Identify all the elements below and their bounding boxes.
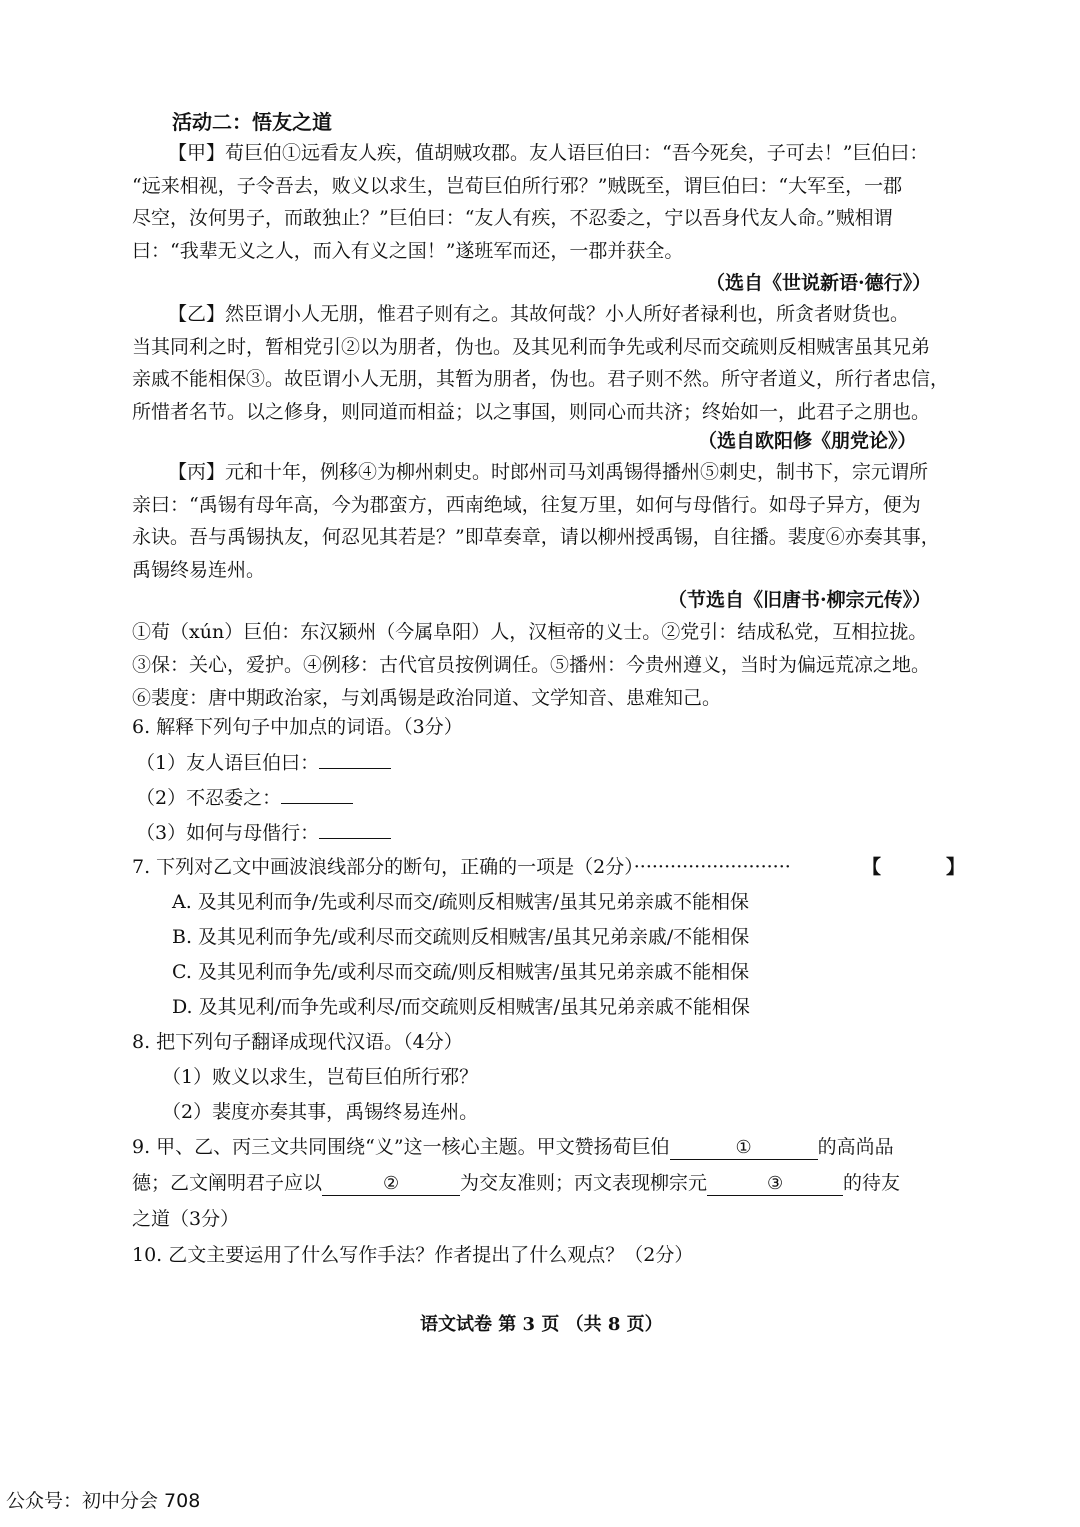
page-footer: 语文试卷 第 3 页 （共 8 页） xyxy=(420,1314,663,1335)
question-9-text: 的高尚品 xyxy=(817,1136,894,1158)
answer-blank[interactable] xyxy=(319,750,391,769)
passage-line: 禹锡终易连州。 xyxy=(132,558,266,581)
question-6-item-text: （2）不忍委之： xyxy=(136,787,282,809)
source-yi: （选自欧阳修《朋党论》） xyxy=(698,430,917,452)
answer-blank[interactable] xyxy=(319,820,391,839)
annotation-line: ①荀（xún）巨伯：东汉颍州（今属阜阳）人，汉桓帝的义士。②党引：结成私党，互相拉拢。 xyxy=(132,621,928,643)
question-7-stem: 7. 下列对乙文中画波浪线部分的断句，正确的一项是（2分）·························· xyxy=(132,856,791,878)
source-jia: （选自《世说新语·德行》） xyxy=(706,272,932,294)
passage-line: 所惜者名节。以之修身，则同道而相益；以之事国，则同心而共济；终始如一，此君子之朋也。 xyxy=(132,400,931,423)
question-9-line-2 xyxy=(132,1168,900,1196)
passage-yi xyxy=(132,298,962,428)
passage-line: 【甲】荀巨伯①远看友人疾，值胡贼攻郡。友人语巨伯曰：“吾今死矣，子可去！”巨伯曰： xyxy=(168,142,929,164)
option-d[interactable]: D. 及其见利/而争先或利尽/而交疏则反相贼害/虽其兄弟亲戚不能相保 xyxy=(172,996,750,1018)
source-bing: （节选自《旧唐书·柳宗元传》） xyxy=(668,589,932,611)
question-6-item xyxy=(136,818,391,845)
passage-line: 【乙】然臣谓小人无朋，惟君子则有之。其故何哉？小人所好者禄利也，所贪者财货也。 xyxy=(168,303,910,325)
passage-line: 永诀。吾与禹锡执友，何忍见其若是？”即草奏章，请以柳州授禹锡，自往播。裴度⑥亦奏其事， xyxy=(132,526,940,548)
passage-line: 当其同利之时，暂相党引②以为朋者，伪也。及其见利而争先或利尽而交疏则反相贼害虽其兄弟 xyxy=(132,335,931,358)
question-9-text: 为交友准则；丙文表现柳宗元 xyxy=(460,1172,708,1194)
question-9-line-1 xyxy=(132,1132,894,1160)
question-8-item: （2）裴度亦奏其事，禹锡终易连州。 xyxy=(162,1101,479,1123)
option-a[interactable]: A. 及其见利而争/先或利尽而交/疏则反相贼害/虽其兄弟亲戚不能相保 xyxy=(172,891,750,913)
annotations xyxy=(132,616,930,715)
passage-line: “远来相视，子令吾去，败义以求生，岂荀巨伯所行邪？”贼既至，谓巨伯曰：“大军至，一郡 xyxy=(132,174,903,197)
option-b[interactable]: B. 及其见利而争先/或利尽而交疏则反相贼害/虽其兄弟亲戚/不能相保 xyxy=(172,926,750,948)
watermark-text: 公众号：初中分会 708 xyxy=(6,1490,201,1512)
passage-line: 亲曰：“禹锡有母年高，今为郡蛮方，西南绝域，往复万里，如何与母偕行。如母子异方，便为 xyxy=(132,493,921,516)
question-6-stem: 6. 解释下列句子中加点的词语。（3分） xyxy=(132,716,463,738)
passage-line: 【丙】元和十年，例移④为柳州刺史。时郎州司马刘禹锡得播州⑤刺史，制书下，宗元谓所 xyxy=(168,461,929,483)
question-8-item: （1）败义以求生，岂荀巨伯所行邪？ xyxy=(162,1066,479,1088)
option-c[interactable]: C. 及其见利而争先/或利尽而交疏/则反相贼害/虽其兄弟亲戚不能相保 xyxy=(172,961,750,983)
answer-blank-3[interactable]: ③ xyxy=(707,1173,843,1196)
answer-blank-2[interactable]: ② xyxy=(322,1173,460,1196)
question-6-item-text: （1）友人语巨伯曰： xyxy=(136,752,320,774)
question-6-item xyxy=(136,783,353,810)
passage-bing xyxy=(132,456,962,586)
question-6-item xyxy=(136,748,391,775)
question-8-stem: 8. 把下列句子翻译成现代汉语。（4分） xyxy=(132,1031,463,1053)
question-9-text: 9. 甲、乙、丙三文共同围绕“义”这一核心主题。甲文赞扬荀巨伯 xyxy=(132,1136,670,1158)
answer-blank[interactable] xyxy=(281,785,353,804)
passage-line: 曰：“我辈无义之人，而入有义之国！”遂班军而还，一郡并获全。 xyxy=(132,239,684,262)
question-9-text: 的待友 xyxy=(843,1172,901,1194)
passage-line: 尽空，汝何男子，而敢独止？”巨伯曰：“友人有疾，不忍委之，宁以吾身代友人命。”贼相谓 xyxy=(132,207,893,229)
question-10-stem: 10. 乙文主要运用了什么写作手法？作者提出了什么观点？（2分） xyxy=(132,1244,694,1266)
annotation-line: ③保：关心，爱护。④例移：古代官员按例调任。⑤播州：今贵州遵义，当时为偏远荒凉之地。 xyxy=(132,654,931,676)
annotation-line: ⑥裴度：唐中期政治家，与刘禹锡是政治同道、文学知音、患难知己。 xyxy=(132,687,722,709)
answer-blank-1[interactable]: ① xyxy=(670,1137,818,1160)
passage-jia xyxy=(132,137,962,267)
section-heading: 活动二：悟友之道 xyxy=(172,110,332,134)
answer-bracket-open[interactable]: 【 xyxy=(862,856,882,878)
question-9-line-3: 之道（3分） xyxy=(132,1208,240,1230)
question-6-item-text: （3）如何与母偕行： xyxy=(136,822,320,844)
question-9-text: 德；乙文阐明君子应以 xyxy=(132,1172,323,1194)
answer-bracket-close: 】 xyxy=(946,856,966,878)
passage-line: 亲戚不能相保③。故臣谓小人无朋，其暂为朋者，伪也。君子则不然。所守者道义，所行者忠信， xyxy=(132,368,950,390)
